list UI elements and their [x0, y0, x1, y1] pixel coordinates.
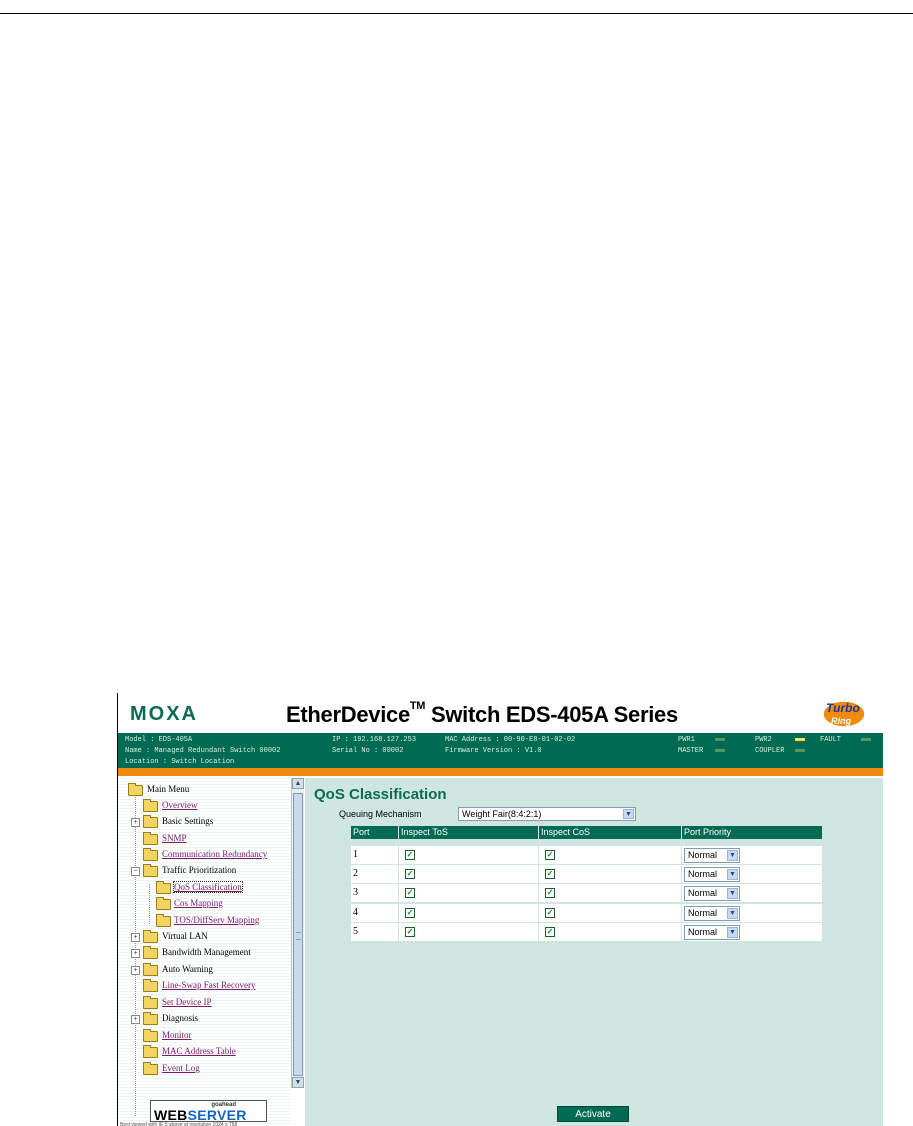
- collapse-icon[interactable]: −: [131, 867, 140, 876]
- port-number: 2: [353, 868, 358, 879]
- inspect-cos-checkbox[interactable]: ✓: [546, 869, 554, 878]
- header-port: Port: [353, 827, 370, 837]
- port-number: 3: [353, 887, 358, 898]
- inspect-cos-checkbox[interactable]: ✓: [546, 850, 554, 859]
- device-web-console: [117, 693, 883, 1126]
- banner: [118, 693, 883, 733]
- port-priority-select[interactable]: Normal ▼: [684, 848, 740, 863]
- table-row: [351, 884, 822, 902]
- webserver-web: WEB: [154, 1107, 188, 1123]
- inspect-tos-checkbox[interactable]: ✓: [406, 908, 414, 917]
- queuing-mechanism-label: Queuing Mechanism: [339, 809, 422, 819]
- activate-button[interactable]: Activate: [557, 1106, 629, 1122]
- page-title: QoS Classification: [314, 786, 447, 803]
- menu-tree: Main Menu Overview + Basic Settings SNMP Communication Redundancy − Traffic Prioritization QoS Classification Cos Mapping TOS/DiffServ Mapping + Virtual LAN + Bandwidth Management + Auto Warning Line-Swap Fast Recovery Set Device IP + Diagnosis Monitor MAC Address Table Event Log: [118, 778, 291, 1126]
- inspect-tos-checkbox[interactable]: ✓: [406, 888, 414, 897]
- folder-icon: [156, 899, 171, 910]
- pwr1-label: PWR1: [678, 736, 695, 744]
- port-priority-select[interactable]: Normal ▼: [684, 886, 740, 901]
- scroll-up-icon[interactable]: ▲: [292, 778, 304, 789]
- folder-icon: [143, 1014, 158, 1025]
- header-inspect-cos: Inspect CoS: [541, 827, 591, 837]
- info-location: Location : Switch Location: [125, 758, 235, 766]
- webserver-note: Best viewed with IE 5 above at resolution 1024 x 768: [120, 1122, 238, 1126]
- chevron-down-icon[interactable]: ▼: [623, 809, 634, 819]
- chevron-down-icon[interactable]: ▼: [727, 888, 738, 899]
- folder-icon: [143, 1047, 158, 1058]
- device-info-bar: [118, 733, 883, 768]
- folder-icon: [143, 998, 158, 1009]
- header-inspect-tos: Inspect ToS: [401, 827, 448, 837]
- folder-open-icon: [143, 866, 158, 877]
- sidebar-scrollbar[interactable]: [291, 778, 304, 1088]
- table-row: [351, 846, 822, 864]
- inspect-cos-checkbox[interactable]: ✓: [546, 927, 554, 936]
- port-number: 4: [353, 907, 358, 918]
- pwr1-led: [715, 738, 725, 741]
- table-row: [351, 923, 822, 941]
- folder-icon: [143, 932, 158, 943]
- port-number: 5: [353, 926, 358, 937]
- chevron-down-icon[interactable]: ▼: [727, 908, 738, 919]
- table-row: [351, 904, 822, 922]
- info-firmware: Firmware Version : V1.0: [445, 747, 542, 755]
- webserver-small-text: goahead: [211, 1102, 236, 1108]
- trademark: TM: [409, 700, 426, 712]
- folder-icon: [156, 916, 171, 927]
- turbo-ring-logo: [821, 697, 867, 729]
- folder-icon: [156, 883, 171, 894]
- folder-icon: [143, 981, 158, 992]
- info-mac: MAC Address : 00-90-E8-01-02-02: [445, 736, 576, 744]
- header-port-priority: Port Priority: [684, 827, 732, 837]
- port-priority-select[interactable]: Normal ▼: [684, 925, 740, 940]
- expand-icon[interactable]: +: [131, 966, 140, 975]
- info-serial: Serial No : 00002: [332, 747, 404, 755]
- folder-icon: [143, 850, 158, 861]
- fault-label: FAULT: [820, 736, 842, 744]
- coupler-label: COUPLER: [755, 747, 785, 755]
- expand-icon[interactable]: +: [131, 1015, 140, 1024]
- scroll-thumb[interactable]: [293, 793, 303, 1076]
- folder-icon: [143, 948, 158, 959]
- chevron-down-icon[interactable]: ▼: [727, 869, 738, 880]
- queuing-mechanism-select[interactable]: Weight Fair(8:4:2:1) ▼: [458, 807, 636, 821]
- inspect-tos-checkbox[interactable]: ✓: [406, 869, 414, 878]
- table-row: [351, 865, 822, 883]
- folder-icon: [143, 1031, 158, 1042]
- product-suffix: Switch EDS-405A Series: [425, 702, 678, 727]
- product-title: [286, 702, 678, 728]
- folder-open-icon: [128, 785, 143, 796]
- inspect-tos-checkbox[interactable]: ✓: [406, 850, 414, 859]
- expand-icon[interactable]: +: [131, 818, 140, 827]
- folder-icon: [143, 817, 158, 828]
- expand-icon[interactable]: +: [131, 933, 140, 942]
- pwr2-led: [795, 738, 805, 741]
- inspect-cos-checkbox[interactable]: ✓: [546, 908, 554, 917]
- port-priority-select[interactable]: Normal ▼: [684, 867, 740, 882]
- moxa-logo: MOXA: [130, 703, 198, 725]
- pwr2-label: PWR2: [755, 736, 772, 744]
- webserver-logo: [150, 1100, 267, 1122]
- product-prefix: EtherDevice: [286, 702, 410, 727]
- table-header: [351, 826, 822, 839]
- folder-icon: [143, 834, 158, 845]
- master-label: MASTER: [678, 747, 704, 755]
- ring-text: Ring: [831, 716, 851, 726]
- scroll-down-icon[interactable]: ▼: [292, 1077, 304, 1088]
- folder-icon: [143, 1064, 158, 1075]
- page-header-rule: [0, 13, 913, 14]
- info-name: Name : Managed Redundant Switch 00002: [125, 747, 281, 755]
- folder-icon: [143, 965, 158, 976]
- info-model: Model : EDS-405A: [125, 736, 193, 744]
- inspect-tos-checkbox[interactable]: ✓: [406, 927, 414, 936]
- folder-icon: [143, 801, 158, 812]
- master-led: [715, 749, 725, 752]
- coupler-led: [795, 749, 805, 752]
- turbo-text: Turbo: [826, 701, 860, 715]
- sidebar: [118, 778, 291, 1126]
- port-priority-select[interactable]: Normal ▼: [684, 906, 740, 921]
- inspect-cos-checkbox[interactable]: ✓: [546, 888, 554, 897]
- main-content: [305, 778, 883, 1126]
- expand-icon[interactable]: +: [131, 949, 140, 958]
- orange-divider: [118, 768, 883, 776]
- chevron-down-icon[interactable]: ▼: [727, 927, 738, 938]
- chevron-down-icon[interactable]: ▼: [727, 850, 738, 861]
- fault-led: [861, 738, 871, 741]
- webserver-server: SERVER: [187, 1107, 247, 1123]
- port-number: 1: [353, 849, 358, 860]
- info-ip: IP : 192.168.127.253: [332, 736, 417, 744]
